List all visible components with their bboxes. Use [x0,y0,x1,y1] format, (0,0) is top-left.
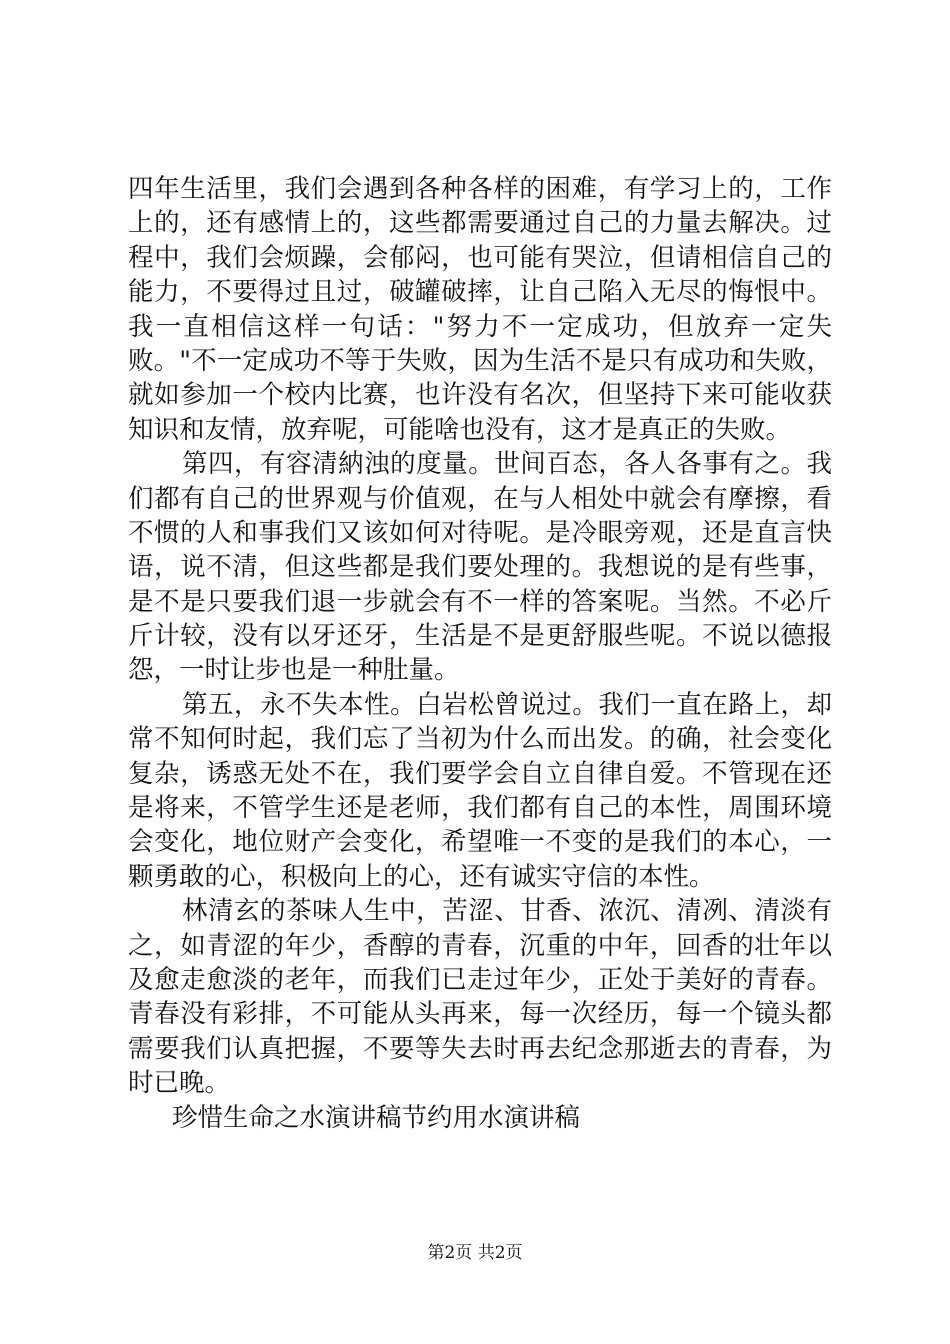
text-line: 颗勇敢的心，积极向上的心，还有诚实守信的本性。 [128,861,715,892]
text-line: 会变化，地位财产会变化，希望唯一不变的是我们的本心，一 [128,827,832,858]
text-line: 第五，永不失本性。白岩松曾说过。我们一直在路上，却 [182,689,832,720]
text-line: 常不知何时起，我们忘了当初为什么而出发。的确，社会变化 [128,724,832,755]
text-line: 及愈走愈淡的老年，而我们已走过年少，正处于美好的青春。 [128,964,832,995]
text-line: 四年生活里，我们会遇到各种各样的困难，有学习上的，工作 [128,174,832,204]
text-line: 知识和友情，放弃呢，可能啥也没有，这才是真正的失败。 [128,414,792,445]
text-line: 之，如青涩的年少，香醇的青春，沉重的中年，回香的壮年以 [128,930,832,961]
text-line: 第四，有容清納浊的度量。世间百态，各人各事有之。我 [182,449,832,480]
text-line: 能力，不要得过且过，破罐破摔，让自己陷入无尽的悔恨中。 [128,277,832,308]
text-line: 是将来，不管学生还是老师，我们都有自己的本性，周围环境 [128,793,832,824]
text-line: 上的，还有感情上的，这些都需要通过自己的力量去解决。过 [128,208,832,239]
text-line: 我一直相信这样一句话："努力不一定成功，但放弃一定失 [128,311,832,342]
text-line: 就如参加一个校内比赛，也许没有名次，但坚持下来可能收获 [128,380,832,411]
text-line: 是不是只要我们退一步就会有不一样的答案呢。当然。不必斤 [128,586,832,617]
document-body [128,172,832,1135]
text-line: 林清玄的茶味人生中，苦涩、甘香、浓沉、清冽、清淡有 [182,896,832,927]
page-footer: 第2页 共2页 [427,1243,523,1263]
text-line: 语，说不清，但这些都是我们要处理的。我想说的是有些事， [128,552,832,583]
text-line: 们都有自己的世界观与价值观，在与人相处中就会有摩擦，看 [128,483,832,514]
text-line: 时已晚。 [128,1068,231,1099]
text-line: 斤计较，没有以牙还牙，生活是不是更舒服些呢。不说以德报 [128,621,832,652]
text-line: 需要我们认真把握，不要等失去时再去纪念那逝去的青春，为 [128,1033,832,1064]
text-line: 复杂，诱惑无处不在，我们要学会自立自律自爱。不管现在还 [128,758,832,789]
document-title-line: 珍惜生命之水演讲稿节约用水演讲稿 [172,1102,581,1133]
text-line: 败。"不一定成功不等于失败，因为生活不是只有成功和失败， [128,345,832,376]
text-line: 青春没有彩排，不可能从头再来，每一次经历，每一个镜头都 [128,999,832,1030]
text-line: 程中，我们会烦躁，会郁闷，也可能有哭泣，但请相信自己的 [128,242,832,273]
text-line: 怨，一时让步也是一种肚量。 [128,655,460,686]
text-line: 不惯的人和事我们又该如何对待呢。是冷眼旁观，还是直言快 [128,517,832,548]
